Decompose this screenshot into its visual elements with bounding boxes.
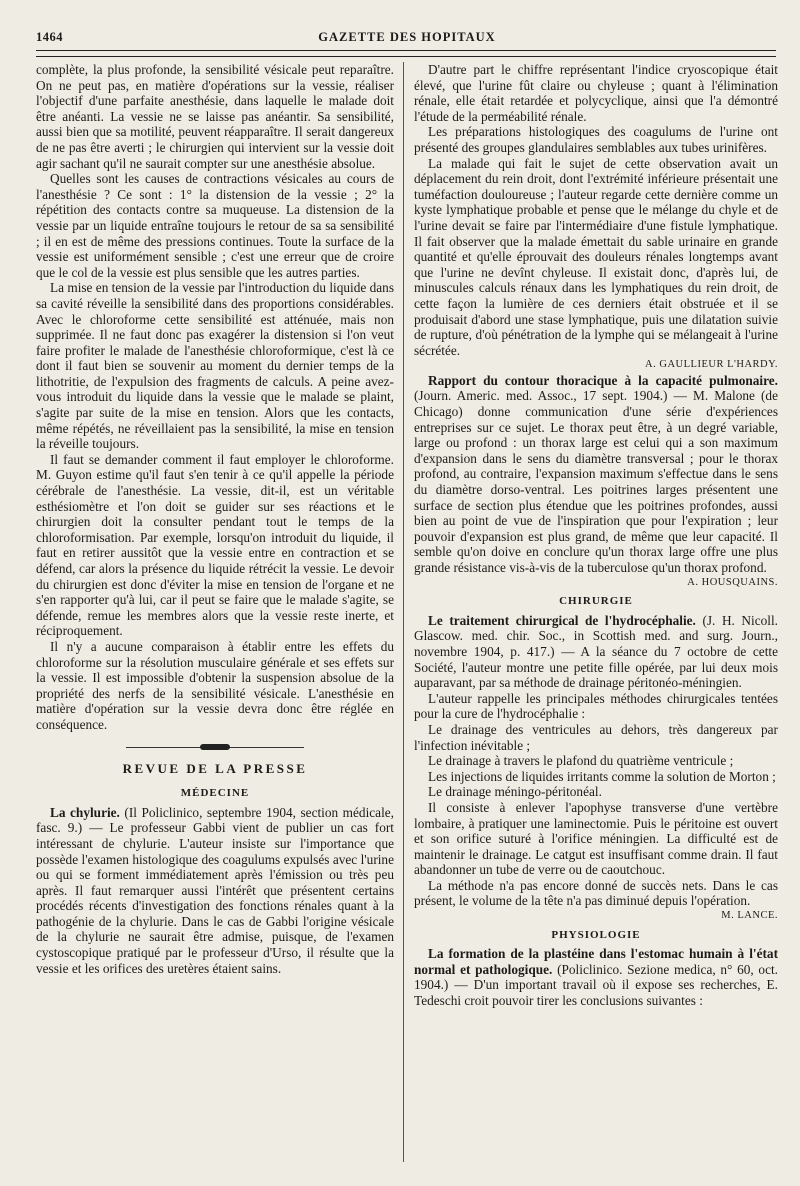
article-title: Rapport du contour thoracique à la capacité pulmonaire. (428, 372, 778, 388)
paragraph: complète, la plus profonde, la sensibilité vésicale peut reparaître. On ne peut pas, en matière d'opérations sur la vessie, réaliser l'objectif d'une parfaite anesthésie, dans laquelle le malade doit être anéanti. La vessie ne se laisse pas anéantir. Sa sensibilité, aussi bien que sa motilité, peuvent réapparaître. Il serait dangereux de ne pas être averti ; le chirurgien qui intervient sur la vessie doit agir sachant qu'il ne saurait compter sur une anesthésie absolue. (36, 62, 394, 171)
list-item: Le drainage des ventricules au dehors, très dangereux par l'infection inévitable ; (414, 721, 778, 753)
article-body: (Il Policlinico, septembre 1904, section médicale, fasc. 9.) — Le professeur Gabbi vient de publier un cas fort intéressant de chylurie. L'auteur insiste sur l'importance que possède l'examen histologique des coagulums expulsés avec l'urine ou qui se forment immédiatement après l'émission ou très peu après. Il faut remarquer aussi l'intérêt que présentent certains procédés récents d'investigation des fonctions rénales quant à la pathogénie de la chylurie. Dans le cas de Gabbi l'origine vésicale de la chylurie ne saurait être admise, puisque, de l'examen cystoscopique pratiqué par le professeur d'Urso, il résulte que la vessie et les orifices des uretères étaient sains. (36, 804, 394, 976)
paragraph: Il consiste à enlever l'apophyse transverse d'une vertèbre lombaire, à pratiquer une laminectomie. Puis le péritoine est ouvert et son orifice suturé à l'orifice méningien. La difficulté est de maintenir le drainage. Le catgut est insuffisant comme drain. Il faut abandonner un tube de verre ou de caoutchouc. (414, 799, 778, 878)
paragraph: D'autre part le chiffre représentant l'indice cryoscopique était élevé, que l'urine fût claire ou chyleuse ; quant à l'élimination rénale, elle était retardée et polycyclique, ainsi que l'a démontré l'étude de la perméabilité rénale. (414, 62, 778, 124)
author-signature: A. GAULLIEUR L'HARDY. (645, 359, 778, 371)
journal-title: GAZETTE DES HOPITAUX (318, 30, 496, 44)
header-rule (36, 50, 776, 51)
author-signature: A. HOUSQUAINS. (687, 576, 778, 588)
section-ornament (36, 743, 394, 751)
subsection-heading: MÉDECINE (180, 787, 250, 800)
article-body: (Policlinico. Sezione medica, n° 60, oct. 1904.) — D'un important travail où il expose ses recherches, E. Tedeschi croit pouvoir tirer les conclusions suivantes : (414, 961, 779, 1009)
paragraph: Il faut se demander comment il faut employer le chloroforme. M. Guyon estime qu'il faut s'en tenir à ce qu'il appelle la période cérébrale de l'anesthésie. La vessie, dit-il, est un véritable esthésiomètre et l'on doit se guider sur ses réactions et le chirurgien doit la consulter pendant tout le temps de la chloroformisation. Par exemple, lorsqu'on introduit du liquide, il faut en retirer aussitôt que la vessie entre en contraction et se défend, car alors la présence du liquide rétrécit la vessie. Le devoir du chirurgien est donc d'éviter la mise en tension de l'organe et ne s'en rapporter qu'à lui, car il peut se faire que le malade s'agite, se défende, remue les membres alors que la vessie reste inerte, et réciproquement. (36, 451, 394, 639)
subsection-heading: PHYSIOLOGIE (551, 928, 641, 941)
left-column (36, 62, 394, 976)
list-item: Le drainage méningo-péritonéal. (428, 784, 602, 800)
column-separator (403, 62, 404, 1162)
section-title: REVUE DE LA PRESSE (122, 760, 308, 776)
article-paragraph (414, 373, 778, 576)
paragraph: Quelles sont les causes de contractions vésicales au cours de l'anesthésie ? Ce sont : 1° la distension de la vessie ; 2° la répétition des contacts contre sa muqueuse. La distension de la vessie par un liquide entraîne toujours le retour de sa sa sensibilité ; il en est de même des pressions continues. Toute la surface de la vessie est uniformément sensible ; c'est une erreur que de croire que le col de la vessie est plus sensible que les autres parties. (36, 171, 394, 280)
paragraph: La malade qui fait le sujet de cette observation avait un déplacement du rein droit, dont l'extrémité inférieure présentait une tuméfaction douloureuse ; l'auteur regarde cette dernière comme un kyste lymphatique probable et pense que le mélange du chyle et de l'urine devait se faire par l'intermédiaire d'une fistule lymphatique. Il fait observer que la malade émettait du sable urinaire en grande quantité et qu'elle éprouvait des douleurs rénales longtemps avant que l'urine ne devînt chyleuse. Il existait donc, d'après lui, de minuscules calculs rénaux dans les lymphatiques du rein droit, de cette façon la lumière de ces derniers était obstruée et il se produisait d'abord une stase lymphatique, puis une dilatation suivie de rupture, d'où pénétration de la lymphe qui se mélangeait à l'urine sécrétée. (414, 155, 778, 358)
right-column (414, 62, 778, 1009)
article-body: (Journ. Americ. med. Assoc., 17 sept. 1904.) — M. Malone (de Chicago) donne communication d'une série d'expériences entreprises sur ce sujet. Le thorax peut être, à un degré variable, large ou profond : un thorax large est celui qui a son maximum d'expansion dans le sens du diamètre transversal ; pour le thorax profond, au contraire, l'expansion maximum s'effectue dans le sens du diamètre dorso-ventral. Les poitrines larges présentent une surface de section plus étendue que les poitrines profondes, aussi bien au point de vue de l'inspiration que pour l'expiration ; leur pouvoir d'expansion est plus grand, de même que leur capacité. Il semble qu'on doive en conclure qu'un thorax large offre une plus grande résistance vis-à-vis de la tuberculose qu'un thorax profond. (414, 388, 778, 575)
article-title: Le traitement chirurgical de l'hydrocéphalie. (428, 612, 696, 628)
subsection-heading: CHIRURGIE (559, 595, 633, 608)
author-signature: M. LANCE. (721, 910, 778, 922)
article-paragraph (414, 946, 778, 1008)
page-number: 1464 (36, 30, 63, 44)
header-rule-thin (36, 56, 776, 57)
paragraph: Les préparations histologiques des coagulums de l'urine ont présenté des groupes glandulaires semblables aux tubes urinifères. (414, 124, 778, 155)
list-item: Les injections de liquides irritants comme la solution de Morton ; (428, 768, 776, 784)
article-paragraph (414, 613, 778, 691)
paragraph: Il n'y a aucune comparaison à établir entre les effets du chloroforme sur la résolution musculaire générale et ses effets sur la vessie. Il est impossible d'obtenir la suspension absolue de la propriété des nerfs de la sensibilité vésicale. L'anesthésie en matière d'opération sur la vessie devra donc être réglée en conséquence. (36, 638, 394, 732)
list-item: Le drainage à travers le plafond du quatrième ventricule ; (428, 753, 734, 769)
article-title: La chylurie. (50, 804, 120, 820)
paragraph: La méthode n'a pas encore donné de succès nets. Dans le cas présent, le volume de la tête n'a pas diminué depuis l'opération. (414, 877, 778, 909)
article-title: La formation de la plastéine dans l'estomac humain à l'état normal et pathologique. (414, 946, 778, 977)
paragraph: L'auteur rappelle les principales méthodes chirurgicales tentées pour la cure de l'hydrocéphalie : (414, 690, 778, 722)
article-paragraph (36, 805, 394, 977)
article-body: (J. H. Nicoll. Glascow. med. chir. Soc., in Scottish med. and surg. Journ., novembre 1904, p. 417.) — A la séance du 7 octobre de cette Société, l'auteur montre une petite fille opérée, par lui deux mois auparavant, par sa méthode de drainage péritonéo-méningien. (414, 612, 778, 691)
paragraph: La mise en tension de la vessie par l'introduction du liquide dans sa cavité réveille la sensibilité dans des proportions considérables. Avec le chloroforme cette sensibilité est atténuée, mais non supprimée. Il ne faut donc pas exagérer la distension si l'on veut faire profiter le malade de l'anesthésie chloroformique, c'est là ce dont il faut bien se souvenir au moment du dernier temps de la lithotritie, de l'expulsion des fragments de calculs. A peine avez-vous introduit du liquide dans la vessie que le malade se plaint, s'agite par suite de la mise en tension. Alors que les contacts, même répétés, ne réveillaient pas la sensibilité, la mise en tension la réveille toujours. (36, 280, 394, 452)
